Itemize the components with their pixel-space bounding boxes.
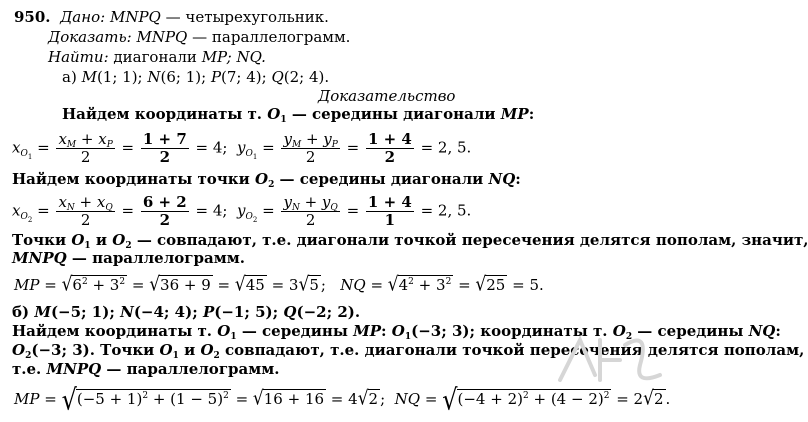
o1-equation: $x_{O_1}$ = $\frac{x_M + x_P}{2}$ = $\frac{1 + 7}{2}$ = 4; $y_{O_1}$ = $\frac{y_M + y_P}{2}$ = $\frac{1 + 4}{2}$ = 2, 5. [12, 130, 472, 166]
o1-intro: Найдем координаты т. $O_1$ — середины диагонали MP: [62, 105, 535, 125]
fraction: $\frac{x_M + x_P}{2}$ [58, 130, 113, 166]
conclusion-line-2: MNPQ — параллелограмм. [12, 249, 245, 267]
prove-text: — параллелограмм. [187, 28, 351, 46]
find-label: Найти: [48, 48, 109, 66]
find-line [48, 50, 266, 65]
given-math: MNPQ [109, 8, 161, 26]
given-text: — четырехугольник. [160, 8, 329, 26]
part-b-text-3: т.е. MNPQ — параллелограмм. [12, 360, 280, 378]
prove-line [48, 30, 350, 45]
fraction: $\frac{y_M + y_P}{2}$ [283, 130, 338, 166]
part-a-points: а) M(1; 1); N(6; 1); P(7; 4); Q(2; 4). [62, 68, 330, 86]
fraction: $\frac{y_N + y_Q}{2}$ [283, 193, 338, 229]
o2-equation: $x_{O_2}$ = $\frac{x_N + x_Q}{2}$ = $\frac{6 + 2}{2}$ = 4; $y_{O_2}$ = $\frac{y_N + y_Q}{2}$ = $\frac{1 + 4}{1}$ = 2, 5. [12, 193, 472, 229]
find-math: MP; NQ. [201, 48, 266, 66]
part-b-points: б) M(−5; 1); N(−4; 4); P(−1; 5); Q(−2; 2). [12, 303, 361, 321]
given-label: Дано: [60, 8, 106, 26]
proof-title: Доказательство [318, 87, 456, 105]
lengths-b: MP = $√(-5 + 1)^2 + (1 - 5)^2 = √16 + 16 = 4√2$ ; NQ = $√(-4 + 2)^2 + (4 - 2)^2 = 2√2$ . [14, 383, 671, 417]
fraction: $\frac{1 + 4}{2}$ [367, 130, 412, 166]
problem-number: 950. [14, 8, 51, 26]
fraction: $\frac{x_N + x_Q}{2}$ [58, 193, 113, 229]
conclusion-line-1: Точки $O_1$ и $O_2$ — совпадают, т.е. диагонали точкой пересечения делятся пополам, значит, [12, 231, 808, 251]
fraction: $\frac{6 + 2}{2}$ [142, 193, 187, 229]
given-line [14, 10, 329, 25]
fraction: $\frac{1 + 4}{1}$ [367, 193, 412, 229]
lengths-a: MP = $√6^2 + 3^2 = √36 + 9 = √45 = 3√5$ ; NQ = $√4^2 + 3^2 = √25 = 5$. [14, 273, 544, 297]
prove-math: MNPQ [136, 28, 188, 46]
part-b-text-1: Найдем координаты т. $O_1$ — середины MP: $O_1(-3$; 3); координаты т. $O_2$ — середины NQ: [12, 322, 781, 342]
part-b-text-2: $O_2(-3$; 3). Точки $O_1$ и $O_2$ совпадают, т.е. диагонали точкой пересечения делятся пополам, [12, 341, 805, 361]
fraction: $\frac{1 + 7}{2}$ [142, 130, 187, 166]
prove-label: Доказать: [48, 28, 132, 46]
find-text: диагонали [108, 48, 202, 66]
o2-intro: Найдем координаты точки $O_2$ — середины диагонали NQ: [12, 170, 521, 190]
